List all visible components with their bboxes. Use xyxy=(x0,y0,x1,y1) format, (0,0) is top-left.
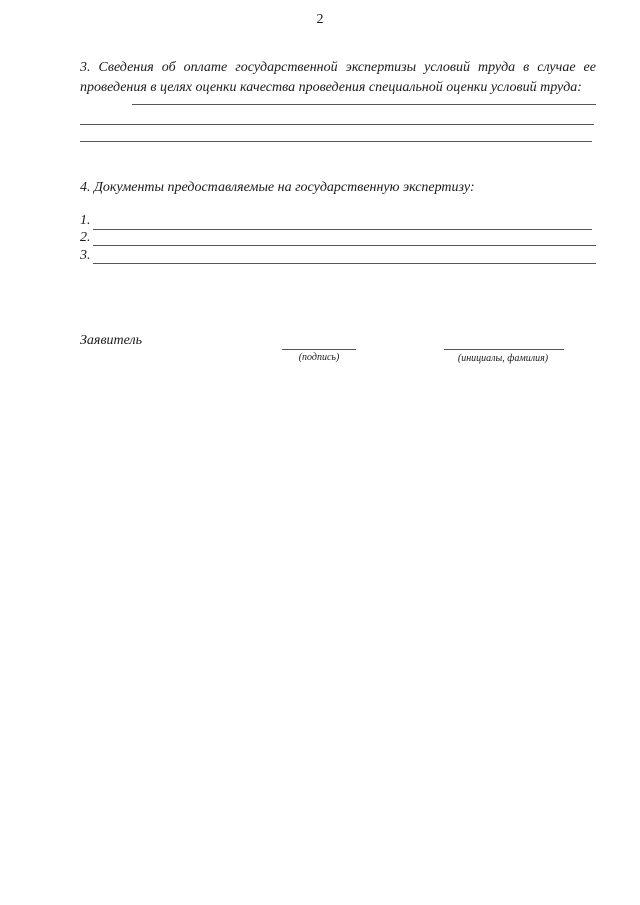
section-3-fill-line-3 xyxy=(80,141,592,142)
document-item-1-line xyxy=(93,229,592,230)
section-3-fill-line-2 xyxy=(80,124,594,125)
document-item-2 xyxy=(80,230,91,246)
document-item-3 xyxy=(80,248,91,264)
section-3-payment-info xyxy=(80,58,596,98)
document-item-3-line xyxy=(93,263,596,264)
section-3-fill-line-1 xyxy=(132,104,596,105)
document-item-number: 1. xyxy=(80,213,91,228)
name-caption: (инициалы, фамилия) xyxy=(457,353,549,364)
document-item-number: 3. xyxy=(80,248,91,263)
page-number: 2 xyxy=(316,12,324,27)
section-3-text: 3. Сведения об оплате государственной экспертизы условий труда в случае ее проведения в целях оценки качества проведения специальной оценки условий труда: xyxy=(80,60,596,95)
applicant-label: Заявитель xyxy=(80,333,142,348)
document-item-1 xyxy=(80,213,91,229)
signature-line xyxy=(282,349,356,350)
document-item-2-line xyxy=(93,245,596,246)
document-item-number: 2. xyxy=(80,230,91,245)
section-4-heading: 4. Документы предоставляемые на государственную экспертизу: xyxy=(80,180,475,195)
signature-caption: (подпись) xyxy=(298,352,340,363)
name-line xyxy=(444,349,564,350)
